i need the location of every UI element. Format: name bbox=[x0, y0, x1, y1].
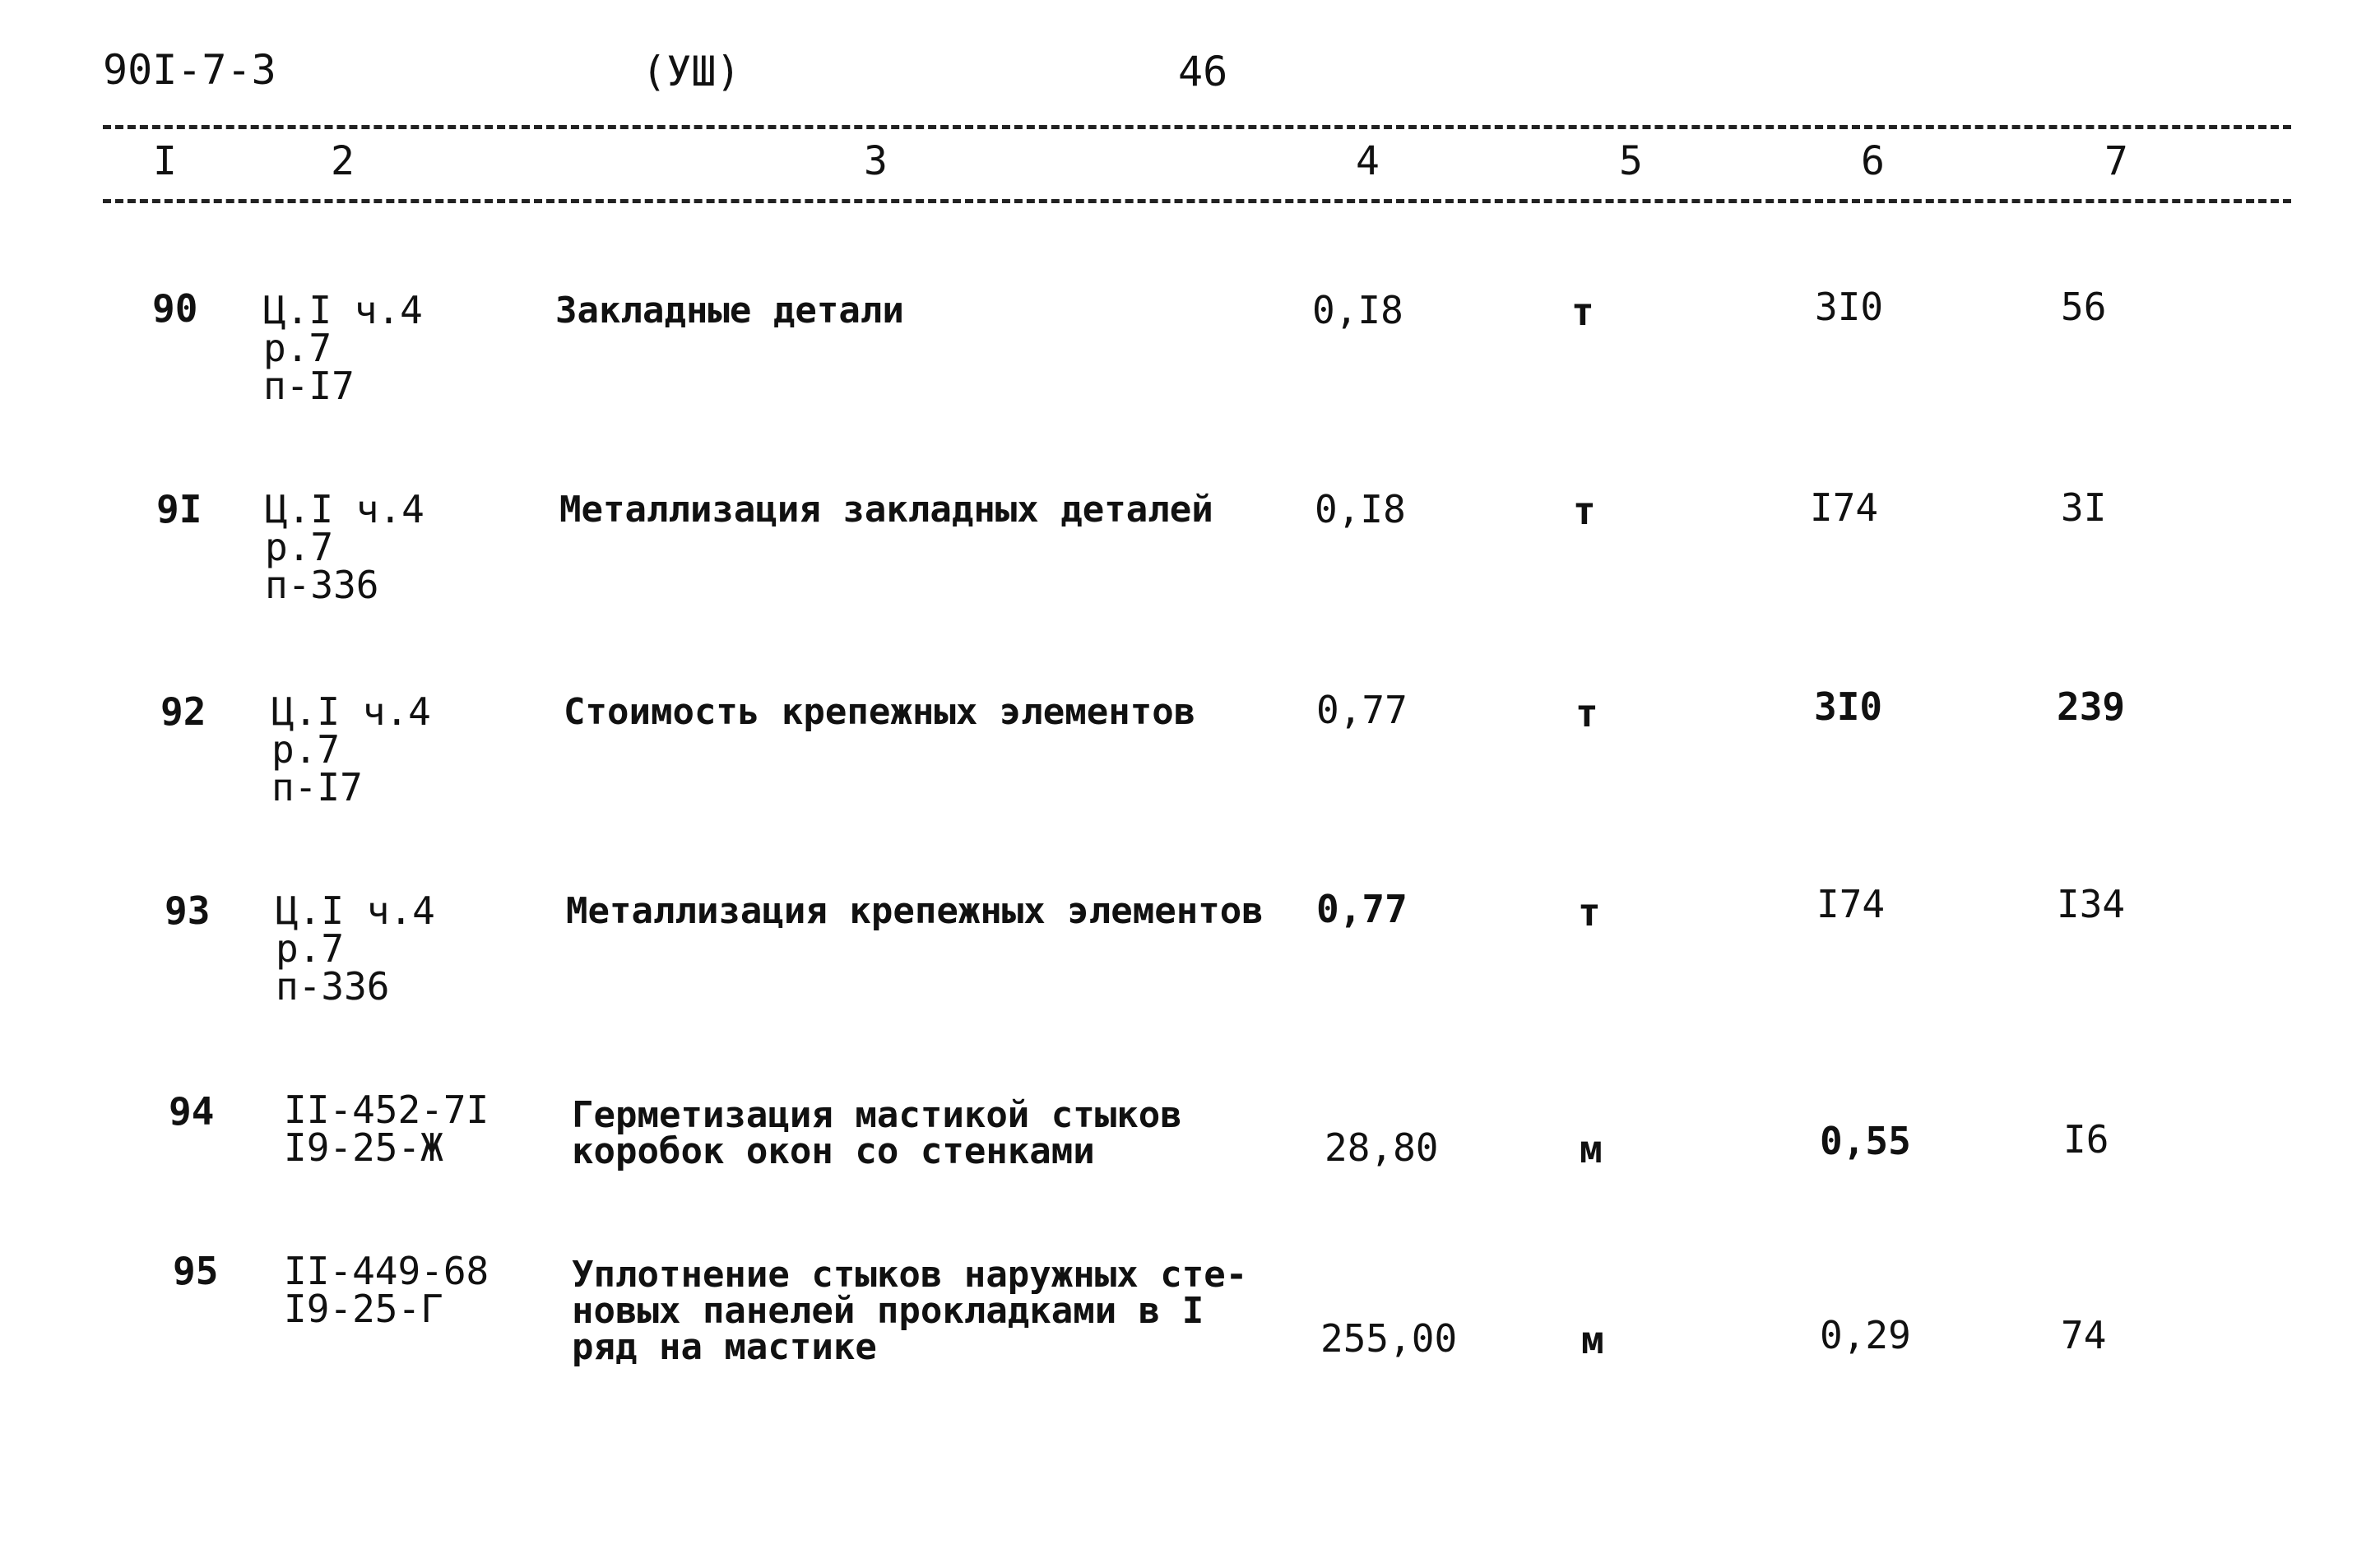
work-description: Стоимость крепежных элементов bbox=[564, 691, 1196, 733]
total-cost: 239 bbox=[2057, 684, 2126, 729]
norm-code: II-449-68 I9-25-Г bbox=[284, 1249, 489, 1331]
row-number: 92 bbox=[160, 689, 206, 734]
work-description: Герметизация мастикой стыков коробок окон со стенками bbox=[572, 1094, 1182, 1172]
row-number: 90 bbox=[152, 286, 198, 331]
unit-price: 0,29 bbox=[1820, 1313, 1911, 1357]
row-number: 9I bbox=[156, 487, 202, 531]
unit: т bbox=[1578, 890, 1601, 935]
unit: т bbox=[1573, 489, 1596, 533]
unit-price: I74 bbox=[1816, 882, 1886, 926]
norm-code: Ц.I ч.4 р.7 п-336 bbox=[276, 888, 435, 1009]
column-header-4: 4 bbox=[1356, 138, 1380, 184]
work-description: Закладные детали bbox=[555, 290, 904, 332]
work-description: Металлизация крепежных элементов bbox=[566, 890, 1264, 932]
unit-price: 0,55 bbox=[1820, 1119, 1911, 1163]
work-description: Уплотнение стыков наружных сте- новых панелей прокладками в I ряд на мастике bbox=[572, 1254, 1248, 1368]
quantity: 0,77 bbox=[1316, 688, 1408, 732]
column-header-3: 3 bbox=[864, 138, 888, 184]
unit: т bbox=[1571, 290, 1594, 334]
column-header-6: 6 bbox=[1861, 138, 1885, 184]
row-number: 94 bbox=[169, 1089, 215, 1134]
quantity: 0,77 bbox=[1316, 887, 1408, 931]
total-cost: 56 bbox=[2061, 285, 2107, 329]
total-cost: 74 bbox=[2061, 1313, 2107, 1357]
header-top-rule bbox=[103, 125, 2291, 129]
unit-price: I74 bbox=[1810, 485, 1879, 530]
document-code: 90I-7-3 bbox=[103, 46, 276, 94]
header-bottom-rule bbox=[103, 199, 2291, 203]
unit: м bbox=[1581, 1318, 1604, 1362]
section-label: (УШ) bbox=[642, 48, 741, 95]
unit-price: 3I0 bbox=[1814, 684, 1883, 729]
norm-code: Ц.I ч.4 р.7 п-I7 bbox=[263, 288, 423, 408]
total-cost: I34 bbox=[2057, 882, 2126, 926]
column-header-2: 2 bbox=[331, 138, 355, 184]
norm-code: Ц.I ч.4 р.7 п-I7 bbox=[271, 689, 431, 809]
unit-price: 3I0 bbox=[1815, 285, 1884, 329]
norm-code: Ц.I ч.4 р.7 п-336 bbox=[265, 487, 425, 607]
page-number: 46 bbox=[1178, 48, 1228, 95]
unit: т bbox=[1575, 691, 1598, 735]
unit: м bbox=[1580, 1127, 1603, 1171]
row-number: 95 bbox=[173, 1249, 219, 1293]
column-header-5: 5 bbox=[1619, 138, 1643, 184]
quantity: 28,80 bbox=[1325, 1125, 1439, 1170]
column-header-1: I bbox=[153, 138, 177, 184]
norm-code: II-452-7I I9-25-Ж bbox=[284, 1088, 489, 1170]
row-number: 93 bbox=[165, 888, 211, 933]
total-cost: 3I bbox=[2061, 485, 2107, 530]
quantity: 0,I8 bbox=[1312, 288, 1403, 332]
quantity: 0,I8 bbox=[1315, 487, 1406, 531]
work-description: Металлизация закладных деталей bbox=[559, 489, 1213, 531]
quantity: 255,00 bbox=[1320, 1316, 1458, 1361]
total-cost: I6 bbox=[2063, 1117, 2109, 1162]
column-header-7: 7 bbox=[2104, 138, 2128, 184]
